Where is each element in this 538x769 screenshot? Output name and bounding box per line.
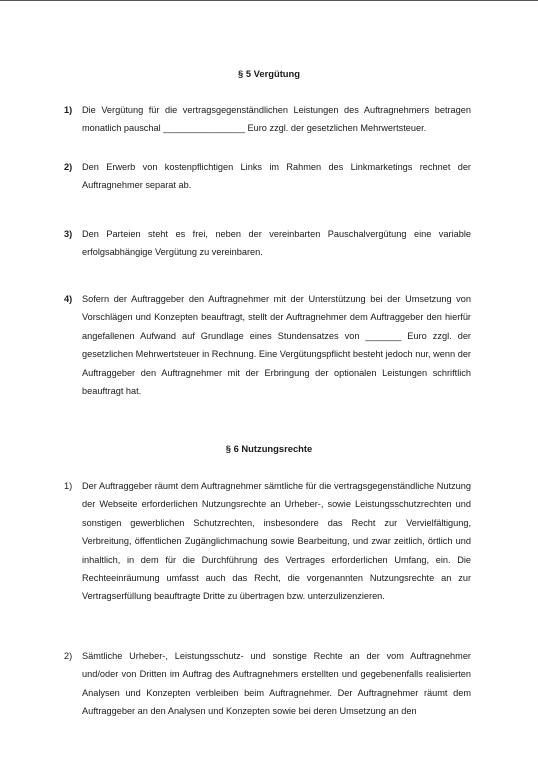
paragraph-text: Der Auftraggeber räumt dem Auftragnehmer sämtliche für die vertragsgegenständliche Nutzung der Webseite erforderlichen Nutzungsrechte an Urheber-, sowie Leistungsschutzrechten und sonstigen gewerblichen Schutzrechten, insbesondere das Recht zur Vervielfältigung, Verbreitung, öffentlichen Zugänglichmachung sowie Bearbeitung, und zwar zeitlich, örtlich und inhaltlich, in dem für die Durchführung des Vertrages erforderlichen Umfang, ein. Die Rechteeinräumung umfasst auch das Recht, die vorgenannten Nutzungsrechte an zur Vertragserfüllung beauftragte Dritte zu übertragen bzw. unterzulizenzieren. [82, 481, 471, 602]
paragraph-text: Den Parteien steht es frei, neben der vereinbarten Pauschalvergütung eine variable erfolgsabhängige Vergütung zu vereinbaren. [82, 229, 471, 258]
paragraph-number: 1) [64, 481, 73, 491]
paragraph-number: 2) [64, 651, 73, 661]
paragraph-number: 4) [64, 294, 73, 304]
paragraph-number: 3) [64, 229, 73, 239]
paragraph-text: Die Vergütung für die vertragsgegenständlichen Leistungen des Auftragnehmers betragen monatlich pauschal ________________ Euro zzgl. der gesetzlichen Mehrwertsteuer. [82, 105, 471, 134]
section-6-paragraph-2 [64, 647, 471, 721]
paragraph-number: 1) [64, 105, 73, 115]
section-6-paragraph-1 [64, 477, 471, 606]
section-5-paragraph-3 [64, 225, 471, 262]
paragraph-number: 2) [64, 162, 73, 172]
section-6-heading: § 6 Nutzungsrechte [225, 443, 313, 454]
section-5-paragraph-1 [64, 101, 471, 138]
paragraph-text: Sämtliche Urheber-, Leistungsschutz- und sonstige Rechte an der vom Auftragnehmer und/oder von Dritten im Auftrag des Auftragnehmers erstellten und gegebenenfalls realisierten Analysen und Konzepten verbleiben beim Auftragnehmer. Der Auftragnehmer räumt dem Auftraggeber an den Analysen und Konzepten sowie bei deren Umsetzung an den [82, 651, 471, 717]
section-5-paragraph-2 [64, 158, 471, 195]
paragraph-text: Den Erwerb von kostenpflichtigen Links im Rahmen des Linkmarketings rechnet der Auftragnehmer separat ab. [82, 162, 471, 191]
section-5-heading: § 5 Vergütung [238, 68, 300, 79]
section-5-paragraph-4 [64, 290, 471, 400]
paragraph-text: Sofern der Auftraggeber den Auftragnehmer mit der Unterstützung bei der Umsetzung von Vorschlägen und Konzepten beauftragt, stellt der Auftragnehmer dem Auftraggeber den hierfür angefallenen Aufwand auf Grundlage eines Stundensatzes von _______ Euro zzgl. der gesetzlichen Mehrwertsteuer in Rechnung. Eine Vergütungspflicht besteht jedoch nur, wenn der Auftraggeber den Auftragnehmer mit der Erbringung der optionalen Leistungen schriftlich beauftragt hat. [82, 294, 471, 397]
